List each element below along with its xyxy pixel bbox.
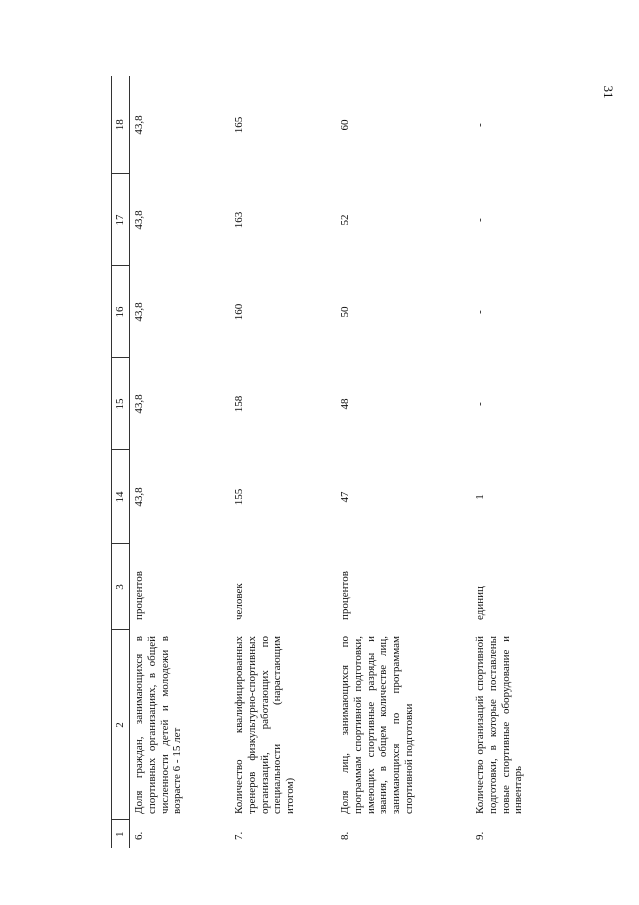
table-row (129, 76, 229, 848)
value-col-15: 48 (338, 398, 351, 410)
indicator-name: Количество организаций спортивной подготовки, в которые поставлены новые спортивные оборудование и инвентарь (473, 636, 525, 814)
header-col-3: 3 (112, 544, 130, 630)
value-col-17: 43,8 (132, 210, 145, 230)
value-col-17: 163 (232, 211, 245, 229)
table-row (470, 76, 570, 848)
value-col-14: 155 (232, 488, 245, 506)
indicator-name: Количество квалифицированных тренеров физкультурно-спортивных организаций, работающих по специальности (нарастающим итогом) (232, 636, 297, 814)
indicator-table (111, 76, 571, 848)
value-col-15: - (473, 402, 486, 406)
unit: единиц (473, 586, 486, 620)
header-col-15: 15 (112, 358, 130, 450)
header-col-16: 16 (112, 266, 130, 358)
value-col-16: 160 (232, 303, 245, 321)
value-col-18: 60 (338, 119, 351, 131)
value-col-18: 165 (232, 116, 245, 134)
indicator-name: Доля граждан, занимающихся в спортивных организациях, в общей численности детей и молодежи в возрасте 6 - 15 лет (132, 636, 184, 814)
unit: человек (232, 583, 245, 620)
page-number: 31 (601, 85, 616, 99)
row-number: 6. (132, 831, 145, 840)
unit: процентов (338, 571, 351, 620)
value-col-15: 43,8 (132, 394, 145, 414)
value-col-16: 50 (338, 306, 351, 318)
table-row (229, 76, 335, 848)
value-col-14: 47 (338, 491, 351, 503)
value-col-15: 158 (232, 395, 245, 413)
unit: процентов (132, 571, 145, 620)
indicator-name: Доля лиц, занимающихся по программам спортивной подготовки, имеющих спортивные разряды и звания, в общем количестве лиц, занимающихся по программам спортивной подготовки (338, 636, 416, 814)
value-col-16: 43,8 (132, 302, 145, 322)
value-col-17: - (473, 218, 486, 222)
value-col-14: 43,8 (132, 487, 145, 507)
header-col-2: 2 (112, 630, 130, 820)
row-number: 7. (232, 831, 245, 840)
row-number: 8. (338, 831, 351, 840)
value-col-18: - (473, 123, 486, 127)
header-col-14: 14 (112, 450, 130, 544)
table-row (335, 76, 470, 848)
indicator-table-container (111, 76, 528, 848)
value-col-17: 52 (338, 214, 351, 226)
value-col-16: - (473, 310, 486, 314)
header-col-1: 1 (112, 820, 130, 848)
header-row (112, 76, 130, 848)
header-col-17: 17 (112, 174, 130, 266)
row-number: 9. (473, 831, 486, 840)
value-col-14: 1 (473, 494, 486, 500)
header-col-18: 18 (112, 76, 130, 174)
value-col-18: 43,8 (132, 115, 145, 135)
